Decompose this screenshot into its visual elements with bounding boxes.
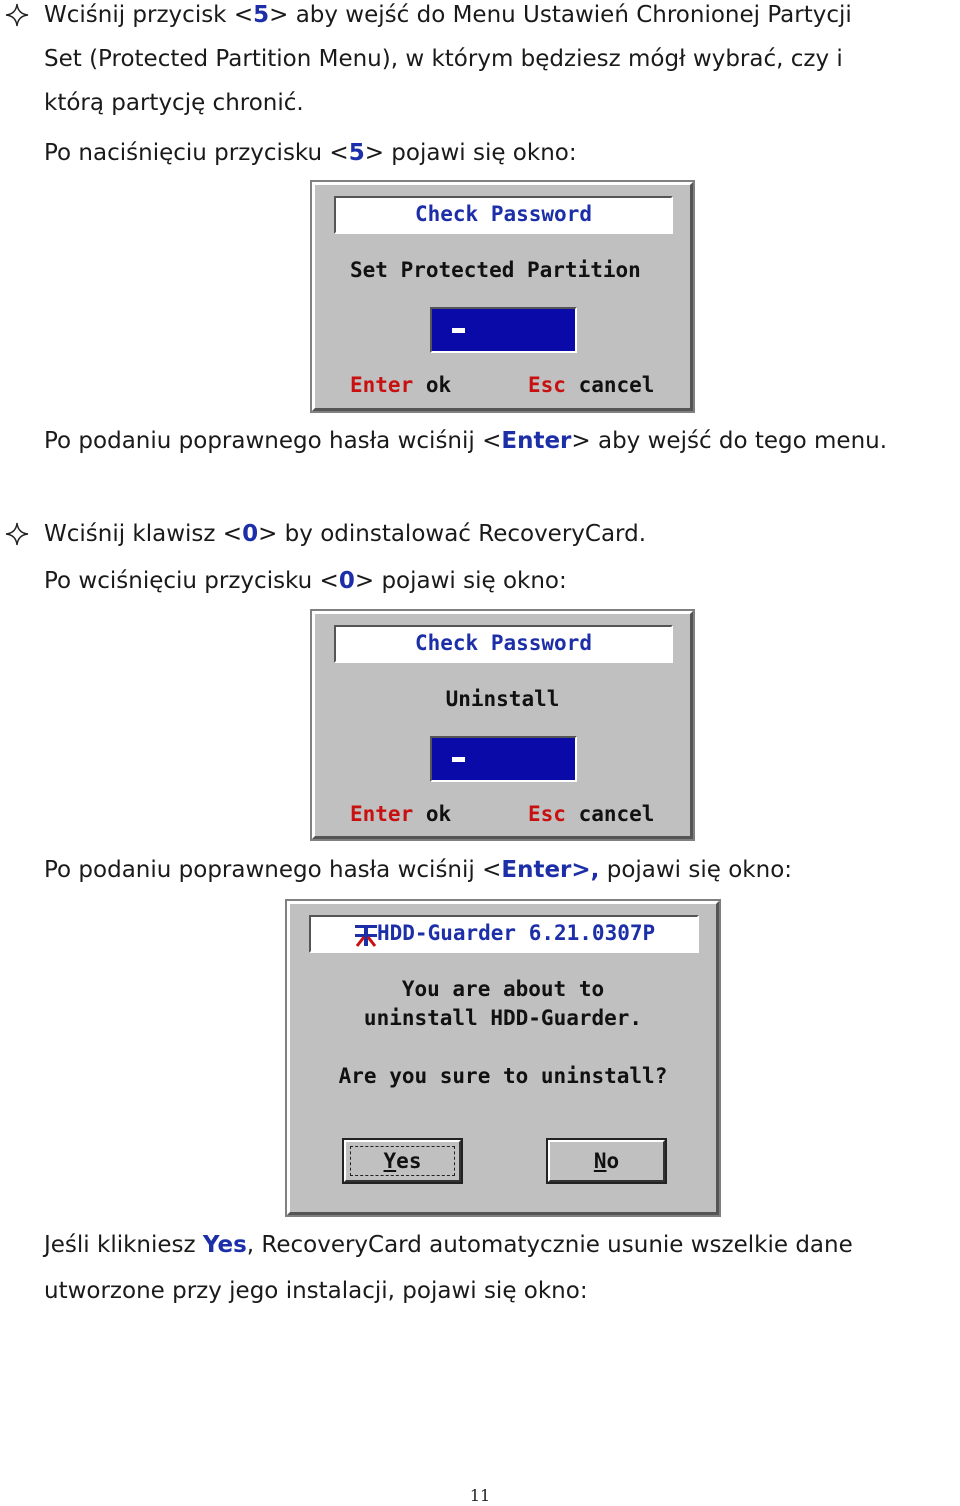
diamond-outline-icon [0,519,34,549]
message-line2: uninstall HDD-Guarder. [363,1006,643,1030]
dialog-title: HDD-Guarder 6.21.0307P [377,921,656,945]
p3-line1: Wciśnij klawisz <0> by odinstalować RecoveryCard. [44,519,646,549]
confirm-question: Are you sure to uninstall? [338,1064,668,1088]
p3-line2: Po wciśnięciu przycisku <0> pojawi się okno: [44,568,567,594]
esc-cancel-hint[interactable]: Esc cancel [528,373,655,397]
p2-line: Po podaniu poprawnego hasła wciśnij <Enter> aby wejść do tego menu. [44,428,888,454]
uninstall-confirm-dialog [287,901,719,1215]
p5-line2: utworzone przy jego instalacji, pojawi się okno: [44,1278,588,1304]
message-line1: You are about to [401,977,605,1001]
p4-line: Po podaniu poprawnego hasła wciśnij <Enter>, pojawi się okno: [44,857,793,883]
p1-line4: Po naciśnięciu przycisku <5> pojawi się okno: [44,140,577,166]
hdd-guarder-logo-icon [353,922,379,948]
no-button[interactable]: No [548,1140,665,1182]
p1-line3: którą partycję chronić. [44,90,304,116]
check-password-dialog-protected [312,182,693,411]
p1-line1: Wciśnij przycisk <5> aby wejść do Menu Ustawień Chronionej Partycji [44,0,852,30]
dialog-label: Uninstall [445,687,560,711]
dialog-title-bar [309,915,699,953]
dialog-title: Check Password [334,625,673,663]
text-cursor [452,328,465,333]
esc-cancel-hint[interactable]: Esc cancel [528,802,655,826]
focus-rectangle [350,1146,455,1176]
enter-ok-hint[interactable]: Enter ok [350,373,452,397]
yes-button[interactable]: Yes [344,1140,461,1182]
p1-line2: Set (Protected Partition Menu), w którym będziesz mógł wybrać, czy i [44,46,843,72]
password-input[interactable] [430,307,577,353]
p5-line1: Jeśli klikniesz Yes, RecoveryCard automatycznie usunie wszelkie dane [44,1232,853,1258]
password-input[interactable] [430,736,577,782]
dialog-label: Set Protected Partition [350,258,641,282]
text-cursor [452,757,465,762]
diamond-outline-icon [0,0,34,30]
check-password-dialog-uninstall [312,611,693,839]
page-number: 11 [469,1486,491,1505]
enter-ok-hint[interactable]: Enter ok [350,802,452,826]
dialog-title: Check Password [334,196,673,234]
